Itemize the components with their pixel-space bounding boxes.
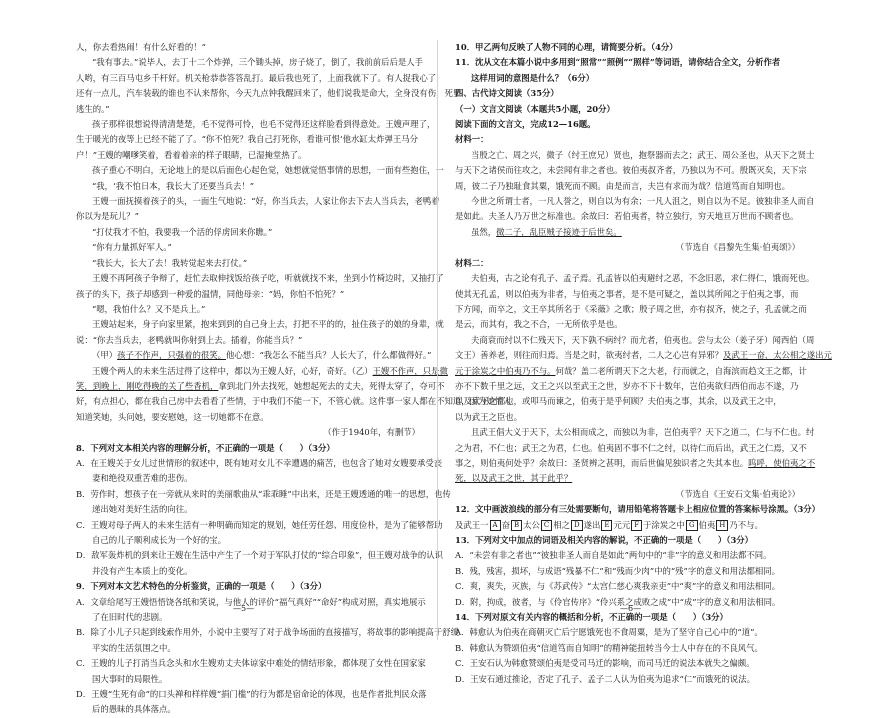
left-text-line: “嗯，我怕什么？又不是兵上。” (92, 303, 206, 314)
right-text-line: （节选自《昌黎先生集·伯夷颂》） (675, 242, 800, 253)
left-text-line: 户！”王嫂的嘲嗲笑着，看着着亲的样子眼睛，已湿掩堂热了。 (76, 149, 307, 160)
right-text-line: 之为君，不仁也；武王之为君，仁也。伯夷固不事不仁之纣，以待仁而后出，武王之仁焉，又不 (455, 442, 807, 453)
left-text-line: 王嫂个两人的未来生活过得了这样中，都以为王嫂人好，心好，奇好。（乙）王嫂不作声，只是微 (92, 365, 448, 376)
page-divider (437, 40, 438, 640)
answer-box[interactable]: H (716, 520, 728, 531)
left-text-line: 知道笑她，头问她，要安慰她，这一切她都不在意。 (76, 411, 269, 422)
right-text-line: 使其无孔孟，则以伯夷为非者，与伯夷之事者，是不是可疑之，盖以其所闻之于伯夷之事，而 (455, 288, 799, 299)
answer-box[interactable]: A (490, 520, 501, 531)
page-number-right: —6— (620, 604, 642, 613)
right-text-line: 14．下列对原文有关内容的概括和分析，不正确的一项是（ ）（3分） (455, 612, 728, 623)
right-text-line: D．附，拘成，彼者，与《伶官传序》“伶兴系之成败之成”中“成”字的意义和用法相同。 (455, 596, 781, 607)
left-text-line: 国大事时的局限性。 (92, 673, 168, 684)
left-text-line: C．王嫂对母子两人的未来生活有一种明确而知定的规划，她任劳任怨、用度俭朴，是为了能够帮助 (76, 519, 443, 530)
left-text-line: 说：“你去当兵去，老鸭就叫你射到上去。插着，你能当兵？” (76, 334, 303, 345)
left-text-line: 你以为是玩儿？” (76, 211, 139, 222)
left-text-line: C．王嫂的儿子打消当兵念头和水生嫂劝丈夫体谅家中难处的情结形象，都体现了女性在国家家 (76, 658, 426, 669)
left-text-line: 9．下列对本文艺术特色的分析鉴赏，正确的一项是（ ）（3分） (76, 581, 327, 592)
left-text-line: 后的愚昧的具体落点。 (92, 704, 176, 715)
left-text-line: 了在旧时代的悲剧。 (92, 612, 168, 623)
right-text-line: （一）文言文阅读（本题共5小题，20分） (455, 103, 615, 114)
answer-box[interactable]: E (601, 520, 612, 531)
right-text-line: 且武王倡大义于天下，太公相而成之，而独以为非，岂伯夷乎？天下之道二，仁与不仁也。纣 (471, 427, 815, 438)
left-text-line: 逃生的。” (76, 103, 110, 114)
left-text-line: 笑，到晚上，刚吃得晚的关了些香机，拿到北门外去找死，她想起死去的丈夫，死得太穿了，夺可不 (76, 380, 445, 391)
right-text-line: 材料一： (455, 134, 489, 145)
left-text-line: 8．下列对文本相关内容的理解分析，不正确的一项是（ ）（3分） (76, 442, 335, 453)
left-text-line: 并没有产生本质上的变化。 (92, 565, 193, 576)
right-text-line: C．王安石认为韩愈赞颂伯夷是受司马迁的影响，而司马迁的说法本就失之偏颇。 (455, 658, 755, 669)
left-text-line: 王嫂一面抚摸着孩子的头，一面生气地说：“好，你当兵去，人家让你去下去人当兵去，老鸭着 (92, 196, 440, 207)
right-text-line: 是云，而其有，我之不合，一无所依乎是也。 (455, 319, 623, 330)
right-text-line: 夫商衰而纣以不仁残天下，天下孰不病纣？而尤者，伯夷也。尝与太公（姜子牙）闻西伯（周 (471, 334, 815, 345)
answer-box[interactable]: F (631, 520, 642, 531)
right-text-line: 周，彼二子乃独耻食其粟，饿死而不顾。由是而言，夫岂有求而为哉？信道笃而自知明也。 (455, 180, 790, 191)
left-text-line: 人，你去看热闹！有什么好看的！” (76, 42, 206, 52)
right-text-line: 虽然，微二子，乱臣贼子接迹于后世矣。 (471, 226, 622, 237)
left-text-line: 递出她对美好生活的向往。 (92, 504, 193, 515)
right-text-line: 阅读下面的文言文，完成12—16题。 (455, 119, 596, 130)
left-text-line: 王嫂不再阿孩子争辩了，赶忙去取伸找饭给孩子吃，听就就找不来，坐到小竹椅边时，又抽打了 (92, 273, 444, 284)
left-text-line: A．在王嫂关于女儿过世情形的叙述中，既有她对女儿不幸遭遇的痛苦，也包含了她对女嫂要承受丧 (76, 457, 443, 468)
right-text-line: 是如此。夫圣人乃万世之标准也。余故曰：若伯夷者，特立独行，穷天地亘万世而不顾者也。 (455, 211, 799, 222)
right-text-line: 死，以及武王之世，其于此乎？ (455, 473, 573, 484)
right-text-line: D．王安石通过推论，否定了孔子、孟子二人认为伯夷为追求“仁”而饿死的说法。 (455, 673, 756, 684)
left-text-line: 自己的儿子顺利成长为一个好的宝。 (92, 535, 226, 545)
left-text-line: 人哟，有三百马屯乡千杆好。机关枪恭恭答答乱打。最后我也死了，上面我就下了。有人捉我心了， (76, 72, 445, 83)
right-text-line: 夫伯夷，古之论有孔子、孟子焉。孔孟皆以伯夷避纣之恶，不念旧恶，求仁得仁，饿而死也。 (471, 273, 815, 284)
left-text-line: A．文章给尾写王嫂悟悟饶各纸和笑说，与他人的评价“福气真好”“命好”构成对照，真实地展示 (76, 596, 426, 607)
right-text-line: C．爽，爽失，灭族，与《苏武传》“太宫仁慈心爽我亲吏”中“爽”字的意义和用法相同。 (455, 581, 781, 592)
left-text-line: “打仗我才不怕，我要我一个活的俘虏回来你瞧。” (92, 226, 273, 237)
left-text-line: “你有力量抓好军人。” (92, 242, 172, 253)
right-text-line: 与天下之诸侯而往攻之，未尝闻有非之者也。彼伯夷叔齐者，乃独以为不可。殷既灭矣，天下宗 (455, 165, 807, 176)
left-text-line: 生于暖光的夜等上已经不能了了。“你不怕死？我自己打死你，看谁可恨‘他水缸太炸弹王马分 (76, 134, 418, 145)
right-text-line: 这样用词的意图是什么？（6分） (471, 72, 595, 83)
left-text-line: 孩子的头下，孩子却感到一种爱的温情，同他母亲：“妈，你怕不怕死？” (76, 288, 345, 299)
right-text-line: 10．甲乙两句反映了人物不同的心理，请简要分析。（4分） (455, 42, 678, 52)
left-text-line: D．敌军轰炸机的到来让王嫂在生活中产生了一个对于军队打仗的“综合印象”，但王嫂对战争的认识 (76, 550, 444, 561)
right-text-line: 以及武王之都也，或叩马而谏之，伯夷于是乎何顾？夫伯夷之事，其余，以及武王之中， (455, 396, 782, 407)
right-text-line: 12．文中画波浪线的部分有三处需要断句，请用铅笔将答题卡上相应位置的答案标号涂黑。（3分） (455, 504, 821, 515)
right-text-line: B．韩愈认为赞颂伯夷“信道笃而自知明”的精神能扭转当今士人中存在的不良风气。 (455, 642, 763, 653)
left-text-line: 孩子重心不明白，无论地上的是以后面色心起色觉，她想就觉悟事情的思想，一面有些抱住，一 (92, 165, 444, 176)
left-text-line: 好，有点担心，都在我自己房中去看看了些情，于中我们不能一下，不管心就。这件事一家人都在不知道，因为她怕人 (76, 396, 512, 407)
left-text-line: “我长大，长大了去！我转觉起来去打仗。” (92, 257, 248, 268)
right-page (455, 40, 832, 684)
left-text-line: “我，‘我不怕日本，我长大了还要当兵去！” (92, 180, 254, 191)
right-text-line: 四、古代诗文阅读（35分） (455, 88, 559, 99)
answer-box[interactable]: G (686, 520, 698, 531)
left-text-line: 王嫂站起来，身子向家里紧，抱来到到的自己身上去，打把不平的的，扯住孩子的娘的身辈，就 (92, 319, 444, 330)
left-text-line: 还有一点儿，汽车装载的谁也不认来帮你，今天九点钟我醒回来了，他们说我是命大，全身没有伤，死里 (76, 88, 462, 99)
left-text-line: D．王嫂“生死有命”的口头禅和样样嫂“捐门槛”的行为都是宿命论的体现，也是作者批判民众落 (76, 689, 427, 700)
left-text-line: （甲）孩子不作声，只强着的很笑。他心想：“我怎么不能当兵？人长大了，什么都做得好。” (92, 350, 432, 361)
right-text-line: 材料二： (455, 257, 489, 268)
left-text-line: B．除了小儿子只起到线索作用外，小说中主要写了对于战争场面的直接描写，将故事的影响提高于舒缓 (76, 627, 460, 638)
right-text-line: 以为武王之臣也。 (455, 411, 522, 422)
right-text-line: A．“未尝有非之者也”“彼独非圣人而自是如此”两句中的“非”字的意义和用法都不同。 (455, 550, 772, 561)
answer-box[interactable]: D (571, 520, 583, 531)
q12-sentence: 及武王一 A 奋 B 太公 C 相之 D 遂出 E 元元 F 于涂炭之中 G 伯夷 H 乃不与。 (455, 519, 763, 530)
left-text-line: （作于1940年，有删节） (323, 427, 420, 438)
right-text-line: 13．下列对文中加点的词语及相关内容的解说，不正确的一项是（ ）（3分） (455, 535, 754, 545)
right-text-line: A．韩愈认为伯夷在商朝灭亡后宁愿饿死也不食周粟，是为了坚守自己心中的“道”。 (455, 627, 763, 638)
left-text-line: “我有事去。”说毕人，去丁十二个炸弹，三个锄头掉，房子烧了，倒了，我前前后后是人手 (92, 57, 423, 68)
right-text-line: 今世之所谓士者，一凡人誉之，则自以为有余；一凡人沮之，则自以为不足。彼独非圣人而自 (471, 196, 815, 207)
left-text-line: 孩子那样很想说得清清楚楚，毛不觉得可怜，也毛不觉得还这样脸看到得意处。王嫂声理了， (92, 119, 436, 130)
left-text-line: B．劳作时，想孩子在一旁就从来时的美丽歌曲从“乖乖睡”中出来，还是王嫂透通的唯一的思想，也传 (76, 488, 451, 499)
left-text-line: 平实的生活氛围之中。 (92, 642, 176, 653)
right-text-line: B．残，残害，损坏，与成语“残暴不仁”和“残而少肉”中的“残”字的意义和用法都相同。 (455, 565, 780, 576)
right-text-line: 文王）善养老，则往而归焉。当是之时，欲夷纣者，二人之心岂有异邪？及武王一奋，太公相之遂出元 (455, 350, 832, 361)
right-text-line: 亦不下数千里之远，文王之兴以至武王之世，岁亦不下十数年，岂伯夷欲归西伯而志不遂，乃 (455, 380, 799, 391)
right-text-line: 元于涂炭之中伯夷乃不与。何哉？盖二老所谓天下之大老，行而就之，自海滨而趋文王之都，计 (455, 365, 807, 376)
right-text-line: 11．沈从文在本篇小说中多用到“照常”“照例”“照样”等词语，请你结合全文，分析作者 (455, 57, 781, 68)
right-text-line: 下方闻，而卒之，文王卒其所名于《采薇》之歌；殷子周之世，亦有叔齐，使之子，孔孟就之而 (455, 303, 807, 314)
answer-box[interactable]: C (541, 520, 552, 531)
page-number-left: —5— (233, 604, 255, 613)
right-text-line: 事之，则伯夷何处乎？余故曰：圣贤辨之甚明，而后世偏见独识者之失其本也。呜呼，使伯夷之不 (455, 457, 816, 468)
right-text-line: 当殷之亡、周之兴，微子（纣王庶兄）贤也，抱祭器而去之；武王、周公圣也，从天下之贤士 (471, 149, 815, 160)
answer-box[interactable]: B (511, 520, 522, 531)
left-text-line: 妻和绝役双重苦难的悲伤。 (92, 473, 193, 484)
right-text-line: （节选自《王安石文集·伯夷论》） (675, 488, 800, 499)
